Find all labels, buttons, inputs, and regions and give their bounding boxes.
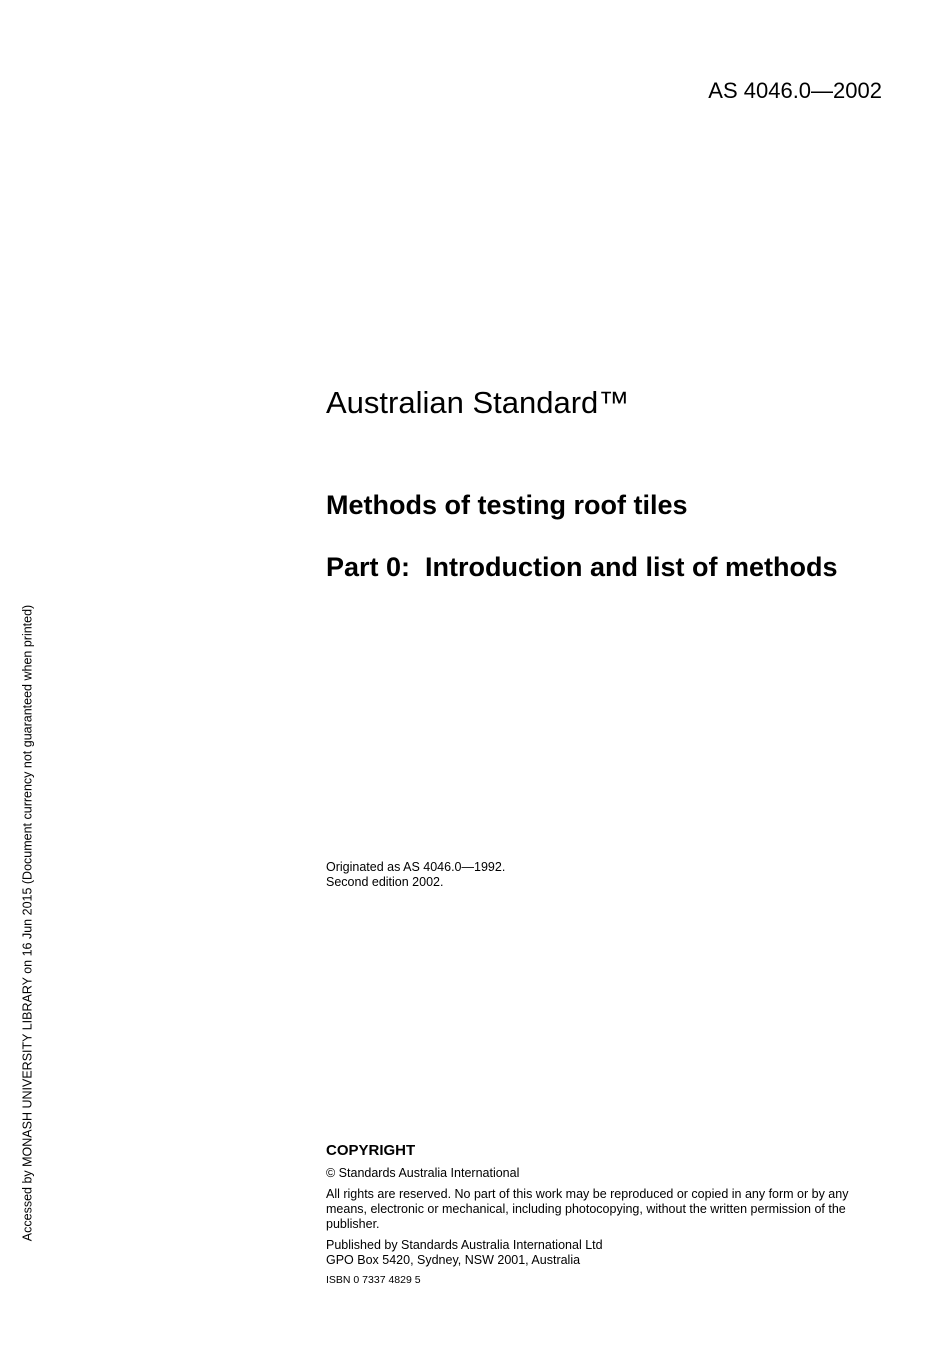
- copyright-section: [326, 1142, 886, 1293]
- document-main-title: Methods of testing roof tiles: [326, 490, 688, 520]
- originated-note: Originated as AS 4046.0—1992.: [326, 860, 506, 874]
- standard-series-title: Australian Standard™: [326, 385, 630, 420]
- publisher-address: [326, 1238, 886, 1268]
- edition-note: Second edition 2002.: [326, 875, 444, 889]
- publisher-line-2: GPO Box 5420, Sydney, NSW 2001, Australia: [326, 1253, 581, 1267]
- copyright-holder: © Standards Australia International: [326, 1166, 520, 1180]
- copyright-heading: COPYRIGHT: [326, 1142, 416, 1159]
- rights-statement: All rights are reserved. No part of this work may be reproduced or copied in any form or by any means, electronic or mechanical, including photocopying, without the written permission of the publisher.: [326, 1187, 849, 1231]
- publisher-line-1: Published by Standards Australia International Ltd: [326, 1238, 603, 1252]
- isbn: ISBN 0 7337 4829 5: [326, 1274, 421, 1286]
- document-number: AS 4046.0—2002: [708, 78, 882, 103]
- edition-history: [326, 860, 505, 890]
- access-watermark-text: Accessed by MONASH UNIVERSITY LIBRARY on 16 Jun 2015 (Document currency not guaranteed when printed): [20, 604, 35, 1242]
- document-part-title: Part 0: Introduction and list of methods: [326, 552, 838, 582]
